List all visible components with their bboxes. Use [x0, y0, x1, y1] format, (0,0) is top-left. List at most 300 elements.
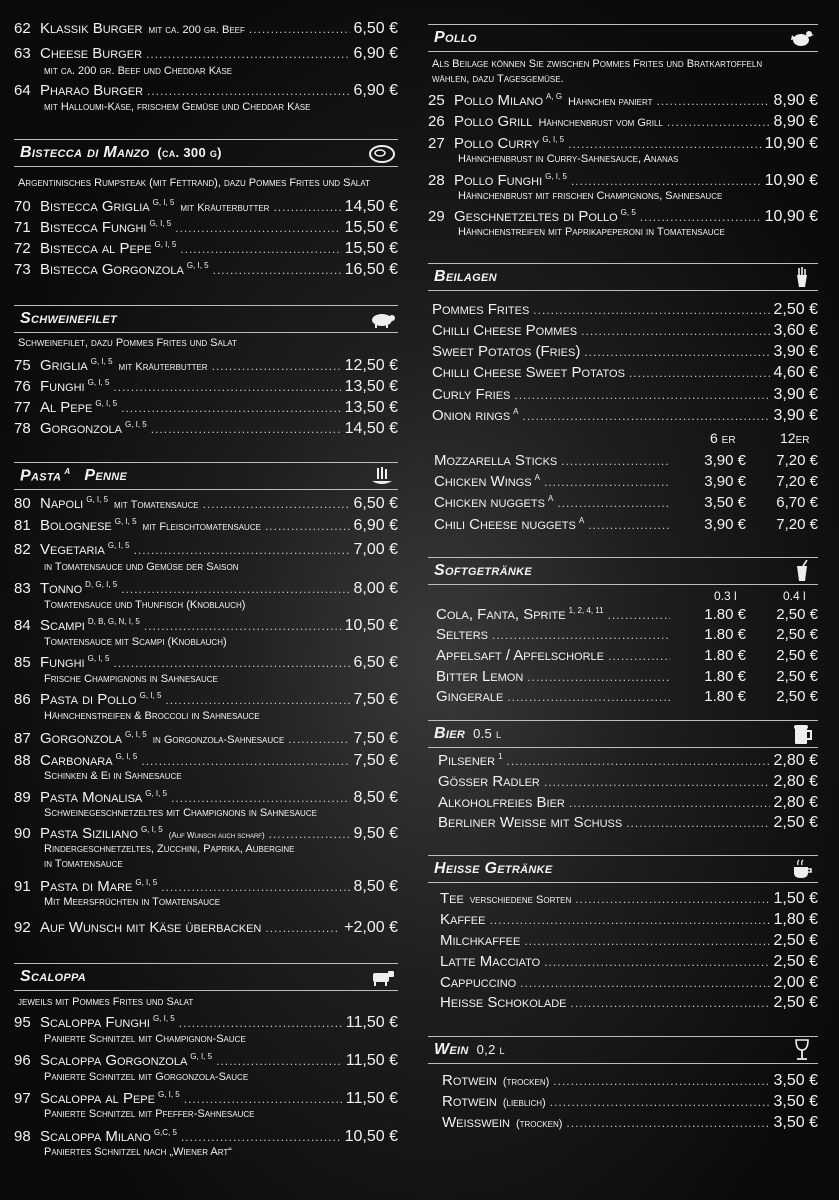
item-price: 2,50 €	[773, 953, 818, 970]
column-header: 6 er	[710, 430, 736, 446]
section-header-scaloppa	[14, 963, 398, 991]
item-subtext: Tomatensauce mit Scampi (Knoblauch)	[44, 636, 227, 648]
item-name: Tee	[440, 890, 464, 907]
dot-leader	[569, 796, 770, 810]
item-name: Pasta Monalisa $^{G, I, 5}$	[40, 789, 168, 806]
menu-item	[428, 773, 818, 791]
item-name: Gösser Radler	[438, 773, 540, 790]
dot-leader	[489, 913, 769, 927]
item-price: 11,50 €	[345, 1052, 398, 1069]
item-number: 72	[14, 240, 31, 257]
section-header-softgetraenke	[428, 557, 818, 585]
item-name: Milchkaffee	[440, 932, 521, 949]
item-name: Klassik Burger	[40, 20, 143, 37]
item-name: Gingerale	[436, 688, 504, 705]
dot-leader	[213, 263, 341, 277]
item-price: 3,90 €	[773, 343, 818, 360]
item-price: 7,00 €	[353, 541, 398, 558]
item-price: 2,80 €	[773, 752, 818, 769]
dot-leader	[523, 409, 770, 423]
menu-item	[428, 647, 818, 664]
item-name: Pollo Milano $^{A, G}$	[454, 92, 563, 109]
dot-leader	[492, 628, 670, 642]
section-header-schweinefilet	[14, 305, 398, 333]
item-price: 3,50 €	[773, 1114, 818, 1131]
item-price: +2,00 €	[344, 919, 398, 936]
dot-leader	[566, 1116, 769, 1130]
item-subtext: Paniertes Schnitzel nach „Wiener Art“	[44, 1146, 232, 1158]
item-number: 96	[14, 1052, 31, 1069]
menu-item	[14, 20, 398, 38]
item-number: 86	[14, 691, 31, 708]
menu-item	[14, 420, 398, 438]
item-price-small: 1.80 €	[704, 626, 746, 643]
dot-leader	[588, 518, 670, 532]
item-name: Pollo Funghi $^{G, I, 5}$	[454, 172, 567, 189]
item-price-large: 2,50 €	[776, 668, 818, 685]
item-subtext: Schweinegeschnetzeltes mit Champignons in Sahnesauce	[44, 807, 317, 819]
item-name: Pilsener $^1$	[438, 752, 503, 769]
item-subtext: mit ca. 200 gr. Beef und Cheddar Käse	[44, 65, 233, 77]
item-name: Rotwein	[442, 1072, 497, 1089]
menu-item	[14, 495, 398, 513]
item-name: Bistecca Gorgonzola $^{G, I, 5}$	[40, 261, 209, 278]
item-subtext: Hähnchenstreifen & Broccoli in Sahnesauce	[44, 710, 260, 722]
section-title: Heisse Getränke	[434, 860, 553, 877]
item-number: 78	[14, 420, 31, 437]
item-price: 10,50 €	[344, 617, 398, 634]
item-price: 8,50 €	[353, 789, 398, 806]
dot-leader	[608, 649, 670, 663]
beer-mug-icon	[788, 723, 816, 745]
item-price: 15,50 €	[344, 219, 398, 236]
dot-leader	[165, 693, 349, 707]
item-desc: mit Tomatensauce	[114, 499, 199, 511]
item-name: Chicken nuggets $^A$	[434, 494, 554, 511]
item-price: 2,00 €	[773, 974, 818, 991]
item-name: Funghi $^{G, I, 5}$	[40, 378, 110, 395]
pig-icon	[368, 308, 396, 330]
column-header: 0.4 l	[783, 589, 806, 603]
item-price: 2,80 €	[773, 773, 818, 790]
item-number: 92	[14, 919, 31, 936]
menu-item	[428, 890, 818, 908]
dot-leader	[520, 976, 769, 990]
section-title: Softgetränke	[434, 562, 532, 579]
menu-item	[428, 516, 818, 533]
cow-icon	[368, 966, 396, 988]
menu-item	[14, 198, 398, 216]
dot-leader	[273, 200, 340, 214]
menu-item	[428, 343, 818, 361]
section-title: Schweinefilet	[20, 310, 118, 327]
dot-leader	[550, 1095, 770, 1109]
item-name: Auf Wunsch mit Käse überbacken	[40, 919, 262, 936]
menu-item	[14, 1090, 398, 1108]
menu-item	[428, 668, 818, 685]
item-price: 4,60 €	[773, 364, 818, 381]
item-name: Curly Fries	[432, 386, 511, 403]
item-number: 97	[14, 1090, 31, 1107]
item-number: 28	[428, 172, 445, 189]
item-name: Pasta di Mare $^{G, I, 5}$	[40, 878, 158, 895]
item-price-large: 7,20 €	[776, 516, 818, 533]
dot-leader	[524, 934, 769, 948]
menu-item	[428, 953, 818, 971]
item-number: 70	[14, 198, 31, 215]
item-name: Vegetaria $^{G, I, 5}$	[40, 541, 130, 558]
section-intro: Argentinisches Rumpsteak (mit Fettrand), dazu Pommes Frites und Salat	[18, 177, 370, 189]
item-price: 6,90 €	[353, 45, 398, 62]
item-price: 10,50 €	[344, 1128, 398, 1145]
dot-leader	[265, 519, 350, 533]
section-intro: Schweinefilet, dazu Pommes Frites und Salat	[18, 337, 237, 349]
item-price-large: 6,70 €	[776, 494, 818, 511]
dot-leader	[203, 497, 350, 511]
item-name: Napoli $^{G, I, 5}$	[40, 495, 109, 512]
item-name: Bitter Lemon	[436, 668, 524, 685]
menu-item	[428, 301, 818, 319]
menu-item	[14, 691, 398, 709]
item-name: Alkoholfreies Bier	[438, 794, 565, 811]
item-price: 8,90 €	[773, 92, 818, 109]
dot-leader	[121, 582, 349, 596]
item-number: 90	[14, 825, 31, 842]
item-number: 25	[428, 92, 445, 109]
item-price-small: 3,90 €	[704, 473, 746, 490]
menu-item	[428, 688, 818, 705]
item-name: Mozzarella Sticks	[434, 452, 558, 469]
item-price: 3,90 €	[773, 386, 818, 403]
item-name: Bistecca Griglia $^{G, I, 5}$	[40, 198, 175, 215]
item-price-small: 3,50 €	[704, 494, 746, 511]
item-price-small: 1.80 €	[704, 668, 746, 685]
item-name: Bistecca Funghi $^{G, I, 5}$	[40, 219, 172, 236]
menu-item	[14, 1014, 398, 1032]
menu-item	[428, 994, 818, 1012]
menu-item	[14, 878, 398, 896]
item-name: Weisswein	[442, 1114, 510, 1131]
dot-leader	[171, 791, 349, 805]
item-price-large: 7,20 €	[776, 473, 818, 490]
item-price: 16,50 €	[344, 261, 398, 278]
item-price: 13,50 €	[344, 378, 398, 395]
item-price-large: 2,50 €	[776, 688, 818, 705]
item-price: 8,50 €	[353, 878, 398, 895]
item-desc: (trocken)	[502, 1076, 550, 1088]
menu-item	[428, 172, 818, 190]
menu-item	[14, 1128, 398, 1146]
menu-item	[428, 208, 818, 226]
chicken-icon	[788, 27, 816, 49]
item-number: 87	[14, 730, 31, 747]
section-intro: jeweils mit Pommes Frites und Salat	[18, 996, 194, 1008]
dot-leader	[184, 1092, 342, 1106]
item-number: 75	[14, 357, 31, 374]
menu-item	[14, 82, 398, 100]
item-name: Tonno $^{D, G, I, 5}$	[40, 580, 118, 597]
menu-item	[14, 261, 398, 279]
item-price: 10,90 €	[764, 135, 818, 152]
dot-leader	[175, 221, 340, 235]
section-header-bier	[428, 720, 818, 748]
item-name: Chicken Wings $^A$	[434, 473, 540, 490]
item-name: Selters	[436, 626, 488, 643]
column-header: 12er	[780, 430, 810, 446]
item-number: 71	[14, 219, 31, 236]
menu-item	[14, 580, 398, 598]
menu-item	[14, 617, 398, 635]
item-name: Scaloppa Gorgonzola $^{G, I, 5}$	[40, 1052, 213, 1069]
item-name: Scaloppa al Pepe $^{G, I, 5}$	[40, 1090, 180, 1107]
dot-leader	[629, 366, 770, 380]
item-desc: mit Kräuterbutter	[118, 361, 208, 373]
item-price: 9,50 €	[353, 825, 398, 842]
dot-leader	[533, 303, 769, 317]
item-number: 85	[14, 654, 31, 671]
menu-item	[428, 1093, 818, 1111]
item-name: Berliner Weisse mit Schuss	[438, 814, 623, 831]
item-name: Scaloppa Funghi $^{G, I, 5}$	[40, 1014, 175, 1031]
menu-item	[428, 1072, 818, 1090]
item-number: 91	[14, 878, 31, 895]
item-name: Gorgonzola $^{G, I, 5}$	[40, 420, 147, 437]
item-price: 3,60 €	[773, 322, 818, 339]
dot-leader	[249, 22, 350, 36]
menu-item	[14, 240, 398, 258]
item-name: Cola, Fanta, Sprite $^{1, 2, 4, 11}$	[436, 606, 604, 623]
section-header-pasta	[14, 462, 398, 490]
item-name: Pharao Burger	[40, 82, 144, 99]
item-name: Cheese Burger	[40, 45, 143, 62]
dot-leader	[514, 388, 769, 402]
dot-leader	[553, 1074, 769, 1088]
item-number: 64	[14, 82, 31, 99]
item-subtext: Frische Champignons in Sahnesauce	[44, 673, 218, 685]
section-intro: wählen, dazu Tagesgemüse.	[432, 73, 564, 85]
item-name: Chili Cheese nuggets $^A$	[434, 516, 585, 533]
item-number: 81	[14, 517, 31, 534]
menu-item	[428, 794, 818, 812]
section-title: Scaloppa	[20, 968, 87, 985]
dot-leader	[113, 656, 349, 670]
item-name: Pommes Frites	[432, 301, 530, 318]
menu-item	[14, 919, 398, 937]
fries-icon	[788, 266, 816, 288]
item-name: Chilli Cheese Pommes	[432, 322, 578, 339]
item-price: 15,50 €	[344, 240, 398, 257]
item-price-large: 2,50 €	[776, 647, 818, 664]
item-price-small: 3,90 €	[704, 452, 746, 469]
menu-item	[428, 386, 818, 404]
menu-item	[428, 752, 818, 770]
dot-leader	[181, 1130, 341, 1144]
wine-glass-icon	[788, 1039, 816, 1061]
item-subtext: in Tomatensauce	[44, 858, 123, 870]
item-desc: mit ca. 200 gr. Beef	[148, 24, 245, 36]
dot-leader	[544, 955, 769, 969]
dot-leader	[568, 137, 760, 151]
item-name: Kaffee	[440, 911, 486, 928]
item-price-large: 2,50 €	[776, 626, 818, 643]
item-desc: mit Kräuterbutter	[180, 202, 270, 214]
dot-leader	[507, 754, 770, 768]
item-number: 76	[14, 378, 31, 395]
item-desc: (trocken)	[515, 1118, 563, 1130]
menu-item	[14, 789, 398, 807]
dot-leader	[212, 359, 341, 373]
item-name: Pasta Siziliano $^{G, I, 5}$	[40, 825, 163, 842]
menu-item	[14, 654, 398, 672]
item-subtext: Panierte Schnitzel mit Champignon-Sauce	[44, 1033, 246, 1045]
item-number: 84	[14, 617, 31, 634]
item-price: 1,50 €	[773, 890, 818, 907]
item-number: 63	[14, 45, 31, 62]
menu-item	[428, 473, 818, 490]
menu-item	[428, 626, 818, 643]
item-name: Geschnetzeltes di Pollo $^{G, 5}$	[454, 208, 636, 225]
section-title: Beilagen	[434, 268, 497, 285]
item-subtext: Panierte Schnitzel mit Pfeffer-Sahnesauce	[44, 1108, 255, 1120]
dot-leader	[561, 454, 670, 468]
dot-leader	[544, 475, 670, 489]
item-number: 80	[14, 495, 31, 512]
coffee-cup-icon	[788, 858, 816, 880]
dot-leader	[581, 324, 769, 338]
item-price: 13,50 €	[344, 399, 398, 416]
item-name: Scampi $^{D, B, G, N, I, 5}$	[40, 617, 140, 634]
menu-item	[14, 219, 398, 237]
item-name: Griglia $^{G, I, 5}$	[40, 357, 113, 374]
item-price-small: 1.80 €	[704, 606, 746, 623]
item-price: 2,50 €	[773, 814, 818, 831]
item-name: Cappuccino	[440, 974, 517, 991]
dot-leader	[179, 1016, 342, 1030]
dot-leader	[640, 210, 761, 224]
soft-drink-icon	[788, 560, 816, 582]
item-name: Bistecca al Pepe $^{G, I, 5}$	[40, 240, 177, 257]
dot-leader	[507, 690, 670, 704]
menu-item	[14, 825, 398, 843]
menu-item	[428, 932, 818, 950]
item-number: 27	[428, 135, 445, 152]
item-name: Funghi $^{G, I, 5}$	[40, 654, 110, 671]
dot-leader	[147, 84, 349, 98]
menu-item	[428, 407, 818, 425]
item-price: 11,50 €	[345, 1090, 398, 1107]
item-price: 10,90 €	[764, 172, 818, 189]
dot-leader	[216, 1054, 342, 1068]
item-desc: in Gorgonzola-Sahnesauce	[152, 734, 285, 746]
item-name: Pollo Curry $^{G, I, 5}$	[454, 135, 565, 152]
section-header-wein	[428, 1036, 818, 1064]
item-name: Pasta di Pollo $^{G, I, 5}$	[40, 691, 162, 708]
item-price: 1,80 €	[773, 911, 818, 928]
menu-item	[428, 814, 818, 832]
section-intro: Als Beilage können Sie zwischen Pommes Frites und Bratkartoffeln	[432, 58, 763, 70]
item-name: Carbonara $^{G, I, 5}$	[40, 752, 138, 769]
item-subtext: Hähnchenbrust mit frischen Champignons, Sahnesauce	[458, 190, 723, 202]
item-number: 89	[14, 789, 31, 806]
item-desc: verschiedene Sorten	[469, 894, 572, 906]
item-name: Sweet Potatos (Fries)	[432, 343, 581, 360]
menu-item	[428, 322, 818, 340]
menu-item	[14, 1052, 398, 1070]
item-price: 14,50 €	[344, 420, 398, 437]
menu-item	[14, 517, 398, 535]
menu-item	[428, 1114, 818, 1132]
section-title: Pasta $^A$ Penne	[20, 467, 128, 485]
menu-item	[14, 541, 398, 559]
section-title: Bier 0.5 l	[434, 725, 502, 742]
item-price-large: 7,20 €	[776, 452, 818, 469]
item-price: 2,50 €	[773, 994, 818, 1011]
item-price: 8,00 €	[353, 580, 398, 597]
item-desc: Hähnchenbrust vom Grill	[538, 117, 663, 129]
section-header-pollo	[428, 24, 818, 52]
item-price: 14,50 €	[344, 198, 398, 215]
menu-item	[428, 452, 818, 469]
item-number: 83	[14, 580, 31, 597]
dot-leader	[144, 619, 341, 633]
item-price-large: 2,50 €	[776, 606, 818, 623]
item-price: 6,50 €	[353, 654, 398, 671]
menu-item	[14, 45, 398, 63]
item-name: Chilli Cheese Sweet Potatos	[432, 364, 625, 381]
menu-item	[428, 135, 818, 153]
dot-leader	[584, 345, 769, 359]
item-subtext: Schinken & Ei in Sahnesauce	[44, 770, 182, 782]
menu-item	[428, 364, 818, 382]
section-header-bistecca	[14, 139, 398, 167]
item-price: 7,50 €	[353, 752, 398, 769]
item-subtext: Hähnchenstreifen mit Paprikapeperoni in Tomatensauce	[458, 226, 725, 238]
item-name: Apfelsaft / Apfelschorle	[436, 647, 604, 664]
menu-item	[428, 974, 818, 992]
menu-item	[428, 606, 818, 623]
dot-leader	[657, 94, 770, 108]
item-subtext: Hähnchenbrust in Curry-Sahnesauce, Ananas	[458, 153, 679, 165]
item-number: 98	[14, 1128, 31, 1145]
item-number: 29	[428, 208, 445, 225]
dot-leader	[544, 775, 770, 789]
item-subtext: Tomatensauce und Thunfisch (Knoblauch)	[44, 599, 246, 611]
dot-leader	[113, 380, 340, 394]
item-name: Pollo Grill	[454, 113, 533, 130]
section-header-beilagen	[428, 263, 818, 291]
item-subtext: Mit Meersfrüchten in Tomatensauce	[44, 896, 221, 908]
item-subtext: Panierte Schnitzel mit Gorgonzola-Sauce	[44, 1071, 249, 1083]
steak-icon	[368, 142, 396, 164]
item-desc: mit Fleischtomatensauce	[142, 521, 261, 533]
item-price-small: 1.80 €	[704, 688, 746, 705]
section-extra: (ca. 300 g)	[157, 145, 222, 160]
dot-leader	[121, 401, 341, 415]
menu-item	[428, 911, 818, 929]
item-number: 77	[14, 399, 31, 416]
dot-leader	[571, 174, 761, 188]
item-price: 8,90 €	[773, 113, 818, 130]
dot-leader	[608, 608, 670, 622]
dot-leader	[134, 543, 350, 557]
dot-leader	[527, 670, 670, 684]
item-price: 3,50 €	[773, 1072, 818, 1089]
menu-item	[14, 730, 398, 748]
section-title: Pollo	[434, 29, 477, 46]
item-price: 7,50 €	[353, 691, 398, 708]
dot-leader	[146, 47, 349, 61]
item-price: 10,90 €	[764, 208, 818, 225]
